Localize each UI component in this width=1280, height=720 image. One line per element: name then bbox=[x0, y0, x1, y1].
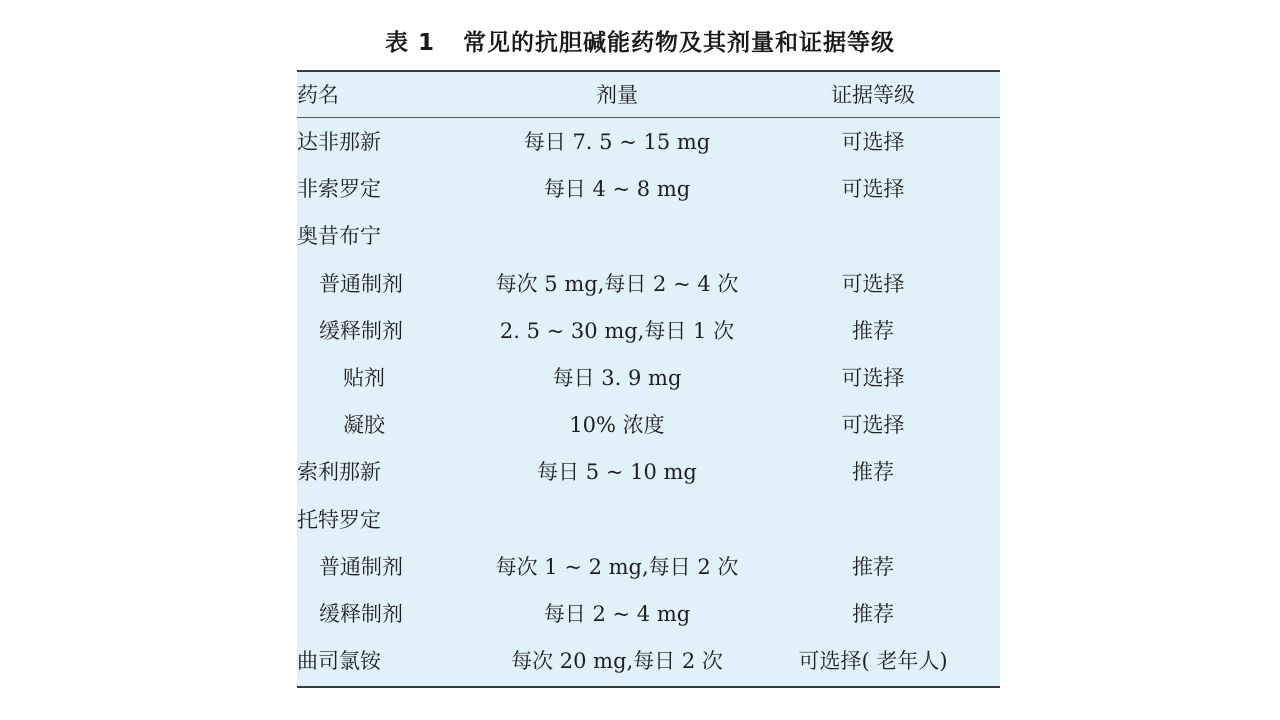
table-row bbox=[297, 413, 1000, 437]
table-row bbox=[297, 272, 1000, 296]
drug-name-cell: 非索罗定 bbox=[297, 177, 381, 202]
table-header bbox=[297, 72, 1000, 118]
dose-cell: 每次 1 ~ 2 mg,每日 2 次 bbox=[495, 554, 739, 579]
table-title: 常见的抗胆碱能药物及其剂量和证据等级 bbox=[463, 30, 895, 56]
evidence-grade-cell: 可选择 bbox=[841, 271, 905, 296]
table-row bbox=[297, 366, 1000, 390]
dose-cell: 每日 5 ~ 10 mg bbox=[537, 460, 697, 485]
header-evidence-grade: 证据等级 bbox=[831, 83, 915, 107]
table-row bbox=[297, 319, 1000, 343]
table-row bbox=[297, 649, 1000, 673]
drug-name-cell: 达非那新 bbox=[297, 130, 381, 154]
drug-name-cell: 凝胶 bbox=[343, 413, 385, 438]
table-caption bbox=[0, 24, 1280, 57]
table-row bbox=[297, 508, 1000, 532]
dose-cell: 每次 20 mg,每日 2 次 bbox=[511, 649, 723, 674]
drug-table bbox=[297, 70, 1000, 688]
evidence-grade-cell: 可选择 bbox=[841, 177, 905, 202]
drug-name-cell: 普通制剂 bbox=[319, 271, 403, 296]
table-row bbox=[297, 555, 1000, 579]
drug-name-cell: 奥昔布宁 bbox=[297, 224, 381, 249]
dose-cell: 2. 5 ~ 30 mg,每日 1 次 bbox=[499, 318, 735, 343]
header-drug-name: 药名 bbox=[297, 83, 339, 107]
dose-cell: 每日 2 ~ 4 mg bbox=[543, 602, 691, 626]
drug-name-cell: 普通制剂 bbox=[319, 554, 403, 579]
dose-cell: 每日 3. 9 mg bbox=[552, 366, 682, 390]
dose-cell: 10% 浓度 bbox=[569, 413, 665, 438]
dose-cell: 每次 5 mg,每日 2 ~ 4 次 bbox=[495, 271, 739, 296]
table-row bbox=[297, 177, 1000, 201]
evidence-grade-cell: 可选择 bbox=[841, 413, 905, 438]
drug-name-cell: 贴剂 bbox=[343, 366, 385, 390]
table-row bbox=[297, 460, 1000, 484]
dose-cell: 每日 7. 5 ~ 15 mg bbox=[523, 130, 711, 154]
drug-name-cell: 托特罗定 bbox=[297, 507, 381, 532]
drug-name-cell: 缓释制剂 bbox=[319, 318, 403, 343]
evidence-grade-cell: 推荐 bbox=[852, 318, 894, 343]
table-row bbox=[297, 602, 1000, 626]
drug-name-cell: 索利那新 bbox=[297, 460, 381, 485]
evidence-grade-cell: 推荐 bbox=[852, 602, 894, 626]
drug-name-cell: 曲司氯铵 bbox=[297, 649, 381, 674]
table-row bbox=[297, 224, 1000, 248]
evidence-grade-cell: 可选择 bbox=[841, 130, 905, 154]
header-dose: 剂量 bbox=[596, 83, 638, 107]
evidence-grade-cell: 推荐 bbox=[852, 554, 894, 579]
evidence-grade-cell: 可选择 bbox=[841, 366, 905, 390]
evidence-grade-cell: 可选择( 老年人) bbox=[798, 649, 948, 674]
table-row bbox=[297, 130, 1000, 154]
evidence-grade-cell: 推荐 bbox=[852, 460, 894, 485]
table-number: 表 1 bbox=[384, 30, 435, 56]
dose-cell: 每日 4 ~ 8 mg bbox=[543, 177, 691, 202]
drug-name-cell: 缓释制剂 bbox=[319, 602, 403, 626]
